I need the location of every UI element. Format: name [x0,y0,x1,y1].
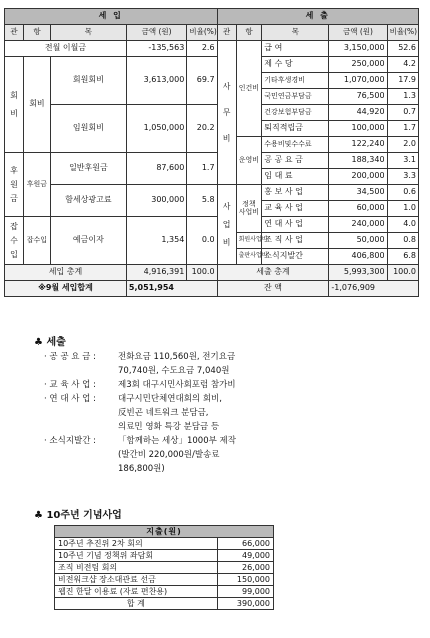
expense-amount: 60,000 [329,201,387,217]
income-mok: 임원회비 [50,105,126,153]
note-line: 186,800원) [118,464,165,474]
expense-amount: 122,240 [329,137,387,153]
anniversary-expense-table [54,525,274,610]
note-line: 대구시민단체연대회의 회비, [118,394,222,404]
expense-ratio: 0.6 [387,185,418,201]
col-ratio: 비율(%) [187,25,217,41]
table-row [55,562,274,574]
expense-ratio: 4.2 [387,57,418,73]
row-amount: 26,000 [217,562,273,574]
expense-ratio: 1.7 [387,121,418,137]
total-amount: 390,000 [217,598,273,610]
note-item [44,350,424,378]
income-hang-membership: 회비 [24,57,51,153]
expense-gwan-project: 사 업 비 [217,185,236,265]
expense-amount: 34,500 [329,185,387,201]
income-gwan-membership: 회 비 [5,57,24,153]
expense-mok: 교 육 사 업 [262,201,329,217]
expense-total-label: 세출 총계 [217,265,329,281]
col-hang: 항 [236,25,262,41]
row-item: 웹진 한달 이용료 (자료 편찬용) [55,586,218,598]
expense-gwan-office: 사 무 비 [217,41,236,185]
expense-ratio: 4.0 [387,217,418,233]
note-line: 70,740원, 수도요금 7,040원 [118,366,230,376]
total-label: 합 계 [55,598,218,610]
expense-ratio: 2.0 [387,137,418,153]
anniversary-title: ♣ 10주년 기념사업 [34,510,122,521]
expense-amount: 3,150,000 [329,41,387,57]
income-hang-donation: 후원금 [24,153,51,217]
expense-mok: 소식지발간 [262,249,329,265]
note-line: 「함께하는 세상」1000부 제작 [118,436,236,446]
expense-mok: 임 대 료 [262,169,329,185]
expense-ratio: 3.3 [387,169,418,185]
row-amount: 49,000 [217,550,273,562]
expense-ratio: 6.8 [387,249,418,265]
carryover-amount: -135,563 [126,41,186,57]
expense-amount: 1,070,000 [329,73,387,89]
col-gwan: 관 [5,25,24,41]
row-item: 비전워크샵 장소대관료 선금 [55,574,218,586]
table-row [55,550,274,562]
row-amount: 99,000 [217,586,273,598]
col-ratio: 비율(%) [387,25,418,41]
note-line: 제3회 대구시민사회포럼 참가비 [118,380,236,390]
carryover-label: 전월 이월금 [5,41,127,57]
income-header: 세 입 [5,9,218,25]
anniversary-table-header: 지출(원) [55,526,274,538]
expense-mok: 퇴직적립금 [262,121,329,137]
note-key: · 교 육 사 업 : [44,380,96,390]
expense-notes [44,350,424,476]
balance-amount: -1,076,909 [329,281,419,297]
col-mok: 목 [262,25,329,41]
expense-amount: 76,500 [329,89,387,105]
expense-amount: 240,000 [329,217,387,233]
expense-ratio: 0.8 [387,233,418,249]
note-key: · 공 공 요 금 : [44,352,96,362]
note-item [44,378,424,392]
expense-mok: 조 직 사 업 [262,233,329,249]
expense-amount: 50,000 [329,233,387,249]
expense-hang-member-project: 회원사업비 [236,233,262,249]
expense-mok: 제 수 당 [262,57,329,73]
expense-mok: 국민연금부담금 [262,89,329,105]
income-ratio: 1.7 [187,153,217,185]
expense-ratio: 1.3 [387,89,418,105]
income-mok: 함세상광고료 [50,185,126,217]
expense-ratio: 52.6 [387,41,418,57]
row-item: 10주년 추진위 2차 회의 [55,538,218,550]
expense-amount: 200,000 [329,169,387,185]
expense-mok: 기타후생경비 [262,73,329,89]
sept-income-total-label: ※9월 세입합계 [5,281,127,297]
income-total-ratio: 100.0 [187,265,217,281]
income-amount: 1,354 [126,217,186,265]
row-item: 조직 비전팀 회의 [55,562,218,574]
expense-hang-operations: 운영비 [236,137,262,185]
row-amount: 66,000 [217,538,273,550]
expense-amount: 188,340 [329,153,387,169]
income-mok: 회원회비 [50,57,126,105]
income-amount: 300,000 [126,185,186,217]
expense-amount: 406,800 [329,249,387,265]
income-gwan-misc: 잡 수 입 [5,217,24,265]
col-hang: 항 [24,25,51,41]
note-item [44,434,424,476]
income-hang-misc: 잡수입 [24,217,51,265]
expense-mok: 홍 보 사 업 [262,185,329,201]
row-item: 10주년 기념 정책위 좌담회 [55,550,218,562]
expense-total-amount: 5,993,300 [329,265,387,281]
income-mok: 일반후원금 [50,153,126,185]
income-total-amount: 4,916,391 [126,265,186,281]
note-line: (발간비 220,000원/발송료 [118,450,220,460]
income-expense-table [4,8,419,297]
expense-mok: 연 대 사 업 [262,217,329,233]
note-line: 의료민 영화 특강 분담금 등 [118,422,220,432]
expense-mok: 건강보험부담금 [262,105,329,121]
expense-total-ratio: 100.0 [387,265,418,281]
income-amount: 1,050,000 [126,105,186,153]
expense-ratio: 0.7 [387,105,418,121]
note-item [44,392,424,434]
expense-header: 세 출 [217,9,418,25]
income-ratio: 69.7 [187,57,217,105]
income-amount: 87,600 [126,153,186,185]
income-amount: 3,613,000 [126,57,186,105]
row-amount: 150,000 [217,574,273,586]
col-mok: 목 [50,25,126,41]
income-ratio: 20.2 [187,105,217,153]
expense-mok: 수용비및수수료 [262,137,329,153]
note-key: · 소식지발간 : [44,436,97,446]
col-amount: 금액 (원) [329,25,387,41]
expense-amount: 250,000 [329,57,387,73]
carryover-ratio: 2.6 [187,41,217,57]
income-gwan-donation: 후 원 금 [5,153,24,217]
expense-amount: 44,920 [329,105,387,121]
expense-ratio: 3.1 [387,153,418,169]
table-row [55,586,274,598]
expense-notes-title: ♣ 세출 [34,337,66,348]
col-gwan: 관 [217,25,236,41]
table-row [55,538,274,550]
expense-mok: 공 공 요 금 [262,153,329,169]
table-row [55,574,274,586]
income-mok: 예금이자 [50,217,126,265]
expense-ratio: 17.9 [387,73,418,89]
sept-income-total-amount: 5,051,954 [126,281,217,297]
table-row [55,598,274,610]
balance-label: 잔 액 [217,281,329,297]
expense-mok: 급 여 [262,41,329,57]
expense-hang-policy: 정책 사업비 [236,185,262,233]
expense-ratio: 1.0 [387,201,418,217]
income-ratio: 5.8 [187,185,217,217]
income-total-label: 세입 총계 [5,265,127,281]
col-amount: 금액 (원) [126,25,186,41]
note-line: 전화요금 110,560원, 전기요금 [118,352,236,362]
expense-hang-publication: 출판사업비 [236,249,262,265]
note-line: 反빈곤 네트워크 분담금, [118,408,209,418]
expense-amount: 100,000 [329,121,387,137]
expense-hang-labor: 인건비 [236,41,262,137]
income-ratio: 0.0 [187,217,217,265]
note-key: · 연 대 사 업 : [44,394,96,404]
